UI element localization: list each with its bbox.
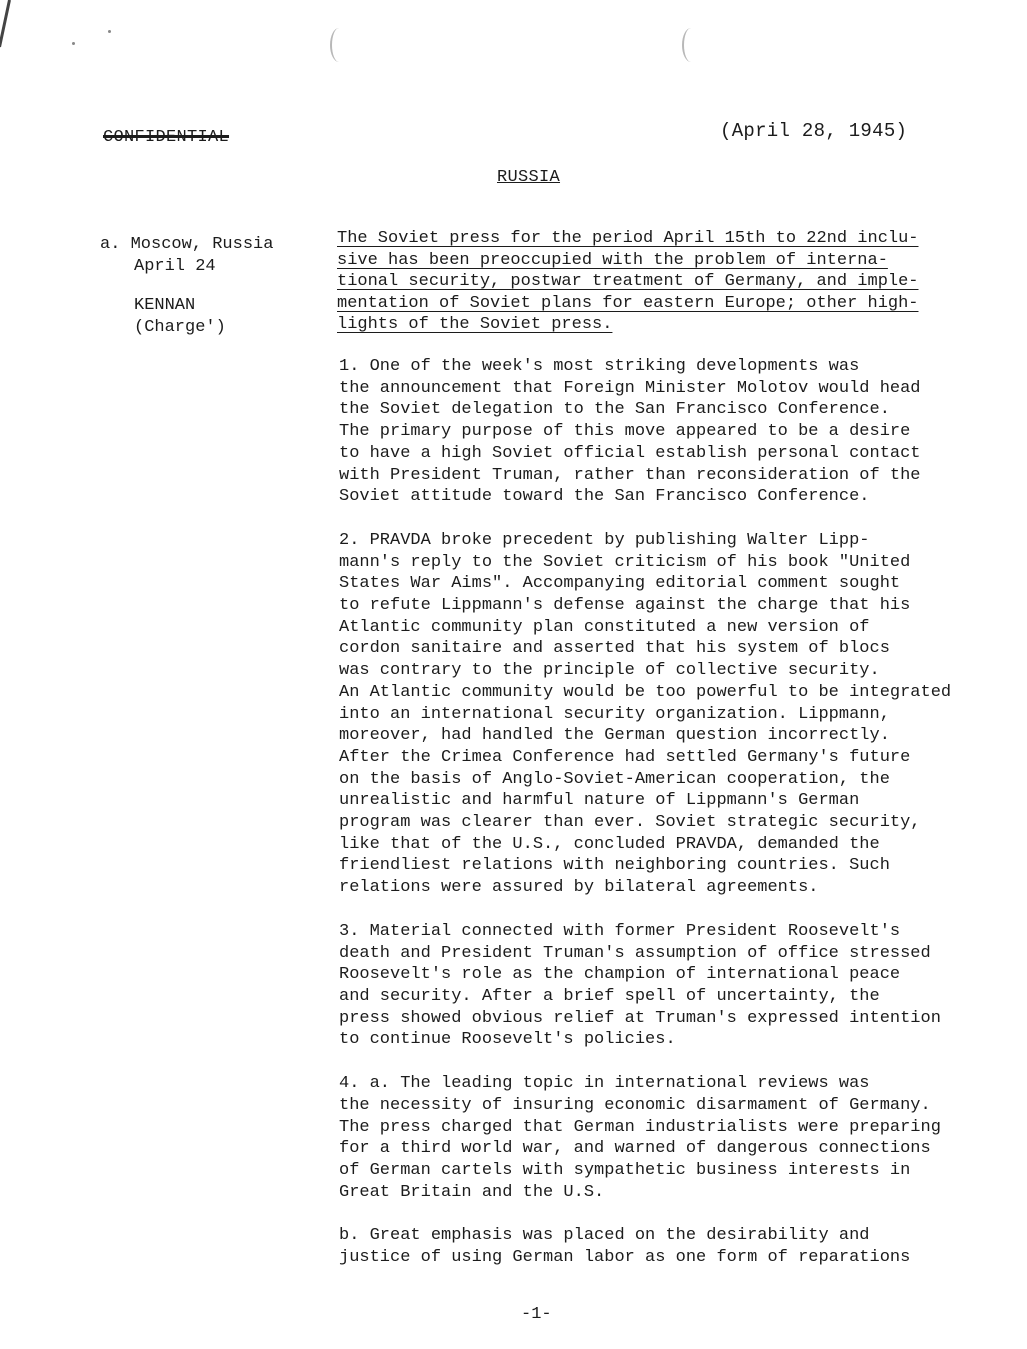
summary-line: mentation of Soviet plans for eastern Europe; other high- [337,293,919,313]
page-number: -1- [521,1305,552,1324]
summary-line: The Soviet press for the period April 15th to 22nd inclu- [337,229,919,248]
body-text [339,356,989,1269]
summary-line: tional security, postwar treatment of Germany, and imple- [337,272,919,291]
paragraph-4b: b. Great emphasis was placed on the desirability and justice of using German labor as one form of reparations [339,1226,911,1268]
sender-role: (Charge') [134,317,226,337]
summary-line: lights of the Soviet press. [337,315,613,334]
paper-speck [108,30,111,33]
punch-hole-mark [330,28,348,62]
paper-speck [72,42,75,45]
paragraph-1: 1. One of the week's most striking developments was the announcement that Foreign Minister Molotov would head the Soviet delegation to the San Francisco Conference. The primary purpose of this move appeared to be a desire to have a high Soviet official establish personal contact with President Truman, rather than reconsideration of the Soviet attitude toward the San Francisco Conference. [339,357,921,507]
paragraph-3: 3. Material connected with former President Roosevelt's death and President Truman's assumption of office stressed Roosevelt's role as the champion of international peace and security. After a brief spell of uncertainty, the press showed obvious relief at Truman's expressed intention to continue Roosevelt's policies. [339,921,941,1050]
paragraph-2: 2. PRAVDA broke precedent by publishing Walter Lipp- mann's reply to the Soviet criticism of his book "United States War Aims". Accompanying editorial comment sought to refute Lippmann's defense against the charge that his Atlantic community plan constituted a new version of cordon sanitaire and asserted that his system of blocs was contrary to the principle of collective security. An Atlantic community would be too powerful to be integrated into an international security organization. Lippmann, moreover, had handled the German question incorrectly. After the Crimea Conference had settled Germany's future on the basis of Anglo-Soviet-American cooperation, the unrealistic and harmful nature of Lippmann's German program was clearer than ever. Soviet strategic security, like that of the U.S., concluded PRAVDA, demanded the friendliest relations with neighboring countries. Such relations were assured by bilateral agreements. [339,530,952,898]
sender-block [100,234,310,338]
margin-pen-mark [0,0,11,47]
punch-hole-mark [682,28,700,62]
classification-stamp: CONFIDENTIAL [103,128,230,147]
paragraph-4a: 4. a. The leading topic in international reviews was the necessity of insuring economic disarmament of Germany. The press charged that German industrialists were preparing for a third world war, and warned of dangerous connections of German cartels with sympathetic business interests in Great Britain and the U.S. [339,1074,941,1202]
document-date: (April 28, 1945) [720,120,908,142]
sender-location: a. Moscow, Russia [100,235,274,254]
summary-block [337,228,957,336]
sender-name: KENNAN [134,296,196,315]
summary-line: sive has been preoccupied with the problem of interna- [337,250,888,270]
sender-date: April 24 [134,256,216,276]
document-title: RUSSIA [497,168,561,187]
